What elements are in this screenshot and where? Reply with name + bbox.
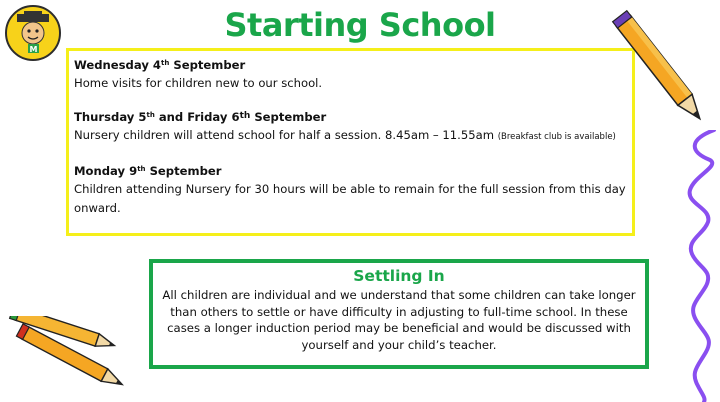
dates-info-box <box>66 48 635 236</box>
page-title: Starting School <box>224 6 496 44</box>
date-description-2: Nursery children will attend school for half a session. 8.45am – 11.55am (Breakfast club is available) <box>74 128 616 142</box>
settling-in-text: All children are individual and we understand that some children can take longer than others to settle or have difficulty in adjusting to full-time school. In these cases a longer induction period may be beneficial and would be discussed with yourself and your child’s teacher. <box>162 288 636 352</box>
pencils-icon <box>0 316 140 402</box>
svg-text:M: M <box>29 45 38 54</box>
date-description-1: Home visits for children new to our school. <box>74 76 323 90</box>
settling-in-title: Settling In <box>353 267 445 285</box>
date-heading-2: Thursday 5th and Friday 6th September <box>74 110 327 124</box>
squiggle-line <box>680 130 720 402</box>
settling-in-box <box>149 259 649 369</box>
date-heading-1: Wednesday 4th September <box>74 58 246 72</box>
pencil-icon <box>608 0 718 140</box>
date-description-3: Children attending Nursery for 30 hours will be able to remain for the full session from this day onward. <box>74 182 626 215</box>
date-heading-3: Monday 9th September <box>74 164 222 178</box>
